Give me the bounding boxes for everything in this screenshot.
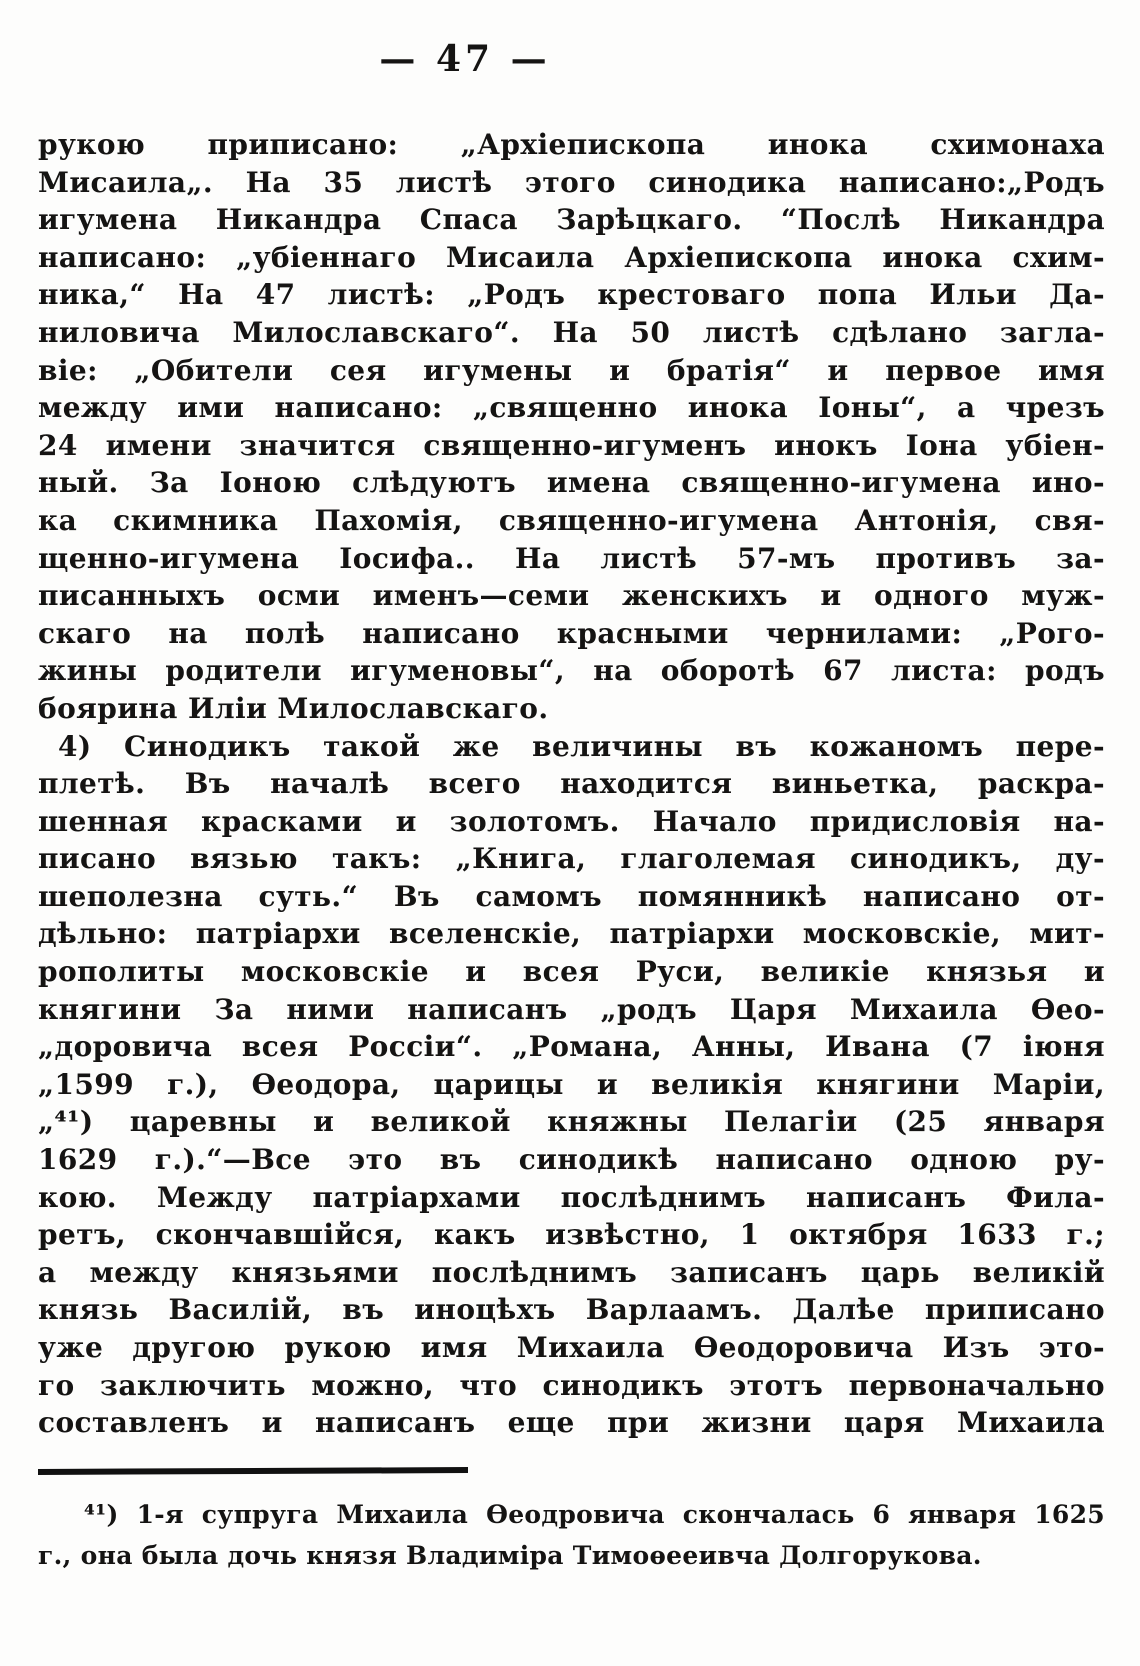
text-line: скаго на полѣ написано красными чернилами: „Рого- xyxy=(38,616,1105,650)
text-line: князь Василій, въ иноцѣхъ Варлаамъ. Далѣе приписано xyxy=(38,1293,1105,1327)
text-line: составленъ и написанъ еще при жизни царя Михаила xyxy=(38,1406,1105,1440)
text-line: ниловича Милославскаго“. На 50 листѣ сдѣлано загла- xyxy=(38,315,1105,349)
text-line: а между князьями послѣднимъ записанъ царь великій xyxy=(38,1255,1105,1289)
text-line: го заключить можно, что синодикъ этотъ первоначально xyxy=(38,1368,1105,1402)
text-line: ретъ, скончавшійся, какъ извѣстно, 1 октября 1633 г.; xyxy=(38,1218,1105,1252)
text-line: рукою приписано: „Архіепископа инока схимонаха xyxy=(38,128,1105,161)
text-line: шенная красками и золотомъ. Начало придисловія на- xyxy=(38,804,1105,838)
text-line: ка скимника Пахомія, священно-игумена Антонія, свя- xyxy=(38,503,1105,537)
text-line: „1599 г.), Ѳеодора, царицы и великія княгини Маріи, xyxy=(38,1067,1105,1101)
text-line: ⁴¹) 1-я супруга Михаила Ѳеодровича скончалась 6 января 1625 xyxy=(84,1500,1105,1529)
text-line: шеполезна суть.“ Въ самомъ помянникѣ написано от- xyxy=(38,879,1105,913)
text-line: писано вязью такъ: „Книга, глаголемая синодикъ, ду- xyxy=(38,842,1105,876)
paragraph-synodik-4 xyxy=(38,728,1105,1442)
text-line: щенно-игумена Іосифа.. На листѣ 57-мъ противъ за- xyxy=(38,541,1105,575)
text-line: кою. Между патріархами послѣднимъ написанъ Фила- xyxy=(38,1180,1105,1214)
text-line: княгини За ними написанъ „родъ Царя Михаила Ѳео- xyxy=(38,992,1105,1026)
text-line: плетѣ. Въ началѣ всего находится виньетка, раскра- xyxy=(38,767,1105,801)
text-line: Мисаила„. На 35 листѣ этого синодика написано:„Родъ xyxy=(38,165,1105,199)
text-line: ный. За Іоною слѣдуютъ имена священно-игумена ино- xyxy=(38,466,1105,500)
text-line: 1629 г.).“—Все это въ синодикѣ написано одною ру- xyxy=(38,1143,1105,1177)
text-line: 4) Синодикъ такой же величины въ кожаномъ пере- xyxy=(58,729,1105,763)
text-line: рополиты московскіе и всея Руси, великіе князья и xyxy=(38,955,1105,989)
footnote-divider xyxy=(38,1467,468,1475)
text-line: „⁴¹) царевны и великой княжны Пелагіи (25 января xyxy=(38,1105,1105,1139)
paragraph-synodik-3 xyxy=(38,126,1105,728)
text-line: дѣльно: патріархи вселенскіе, патріархи московскіе, мит- xyxy=(38,917,1105,951)
footnote xyxy=(38,1494,1105,1576)
body-text xyxy=(38,126,1105,1442)
text-line: уже другою рукою имя Михаила Ѳеодоровича Изъ это- xyxy=(38,1331,1105,1364)
text-line: писанныхъ осми именъ—семи женскихъ и одного муж- xyxy=(38,579,1105,613)
text-line: г., она была дочь князя Владиміра Тимоѳееивча Долгорукова. xyxy=(38,1541,982,1570)
text-line: игумена Никандра Спаса Зарѣцкаго. “Послѣ Никандра xyxy=(38,203,1105,237)
text-line: между ими написано: „священно инока Іоны“, а чрезъ xyxy=(38,391,1105,425)
text-line: „доровича всея Россіи“. „Романа, Анны, Ивана (7 іюня xyxy=(38,1030,1105,1064)
text-line: боярина Иліи Милославскаго. xyxy=(38,691,549,725)
page-number: — 47 — xyxy=(379,38,551,80)
text-line: віе: „Обители сея игумены и братія“ и первое имя xyxy=(38,353,1105,387)
text-line: ника,“ На 47 листѣ: „Родъ крестоваго попа Ильи Да- xyxy=(38,278,1105,312)
text-line: 24 имени значится священно-игуменъ инокъ Іона убіен- xyxy=(38,428,1105,462)
text-line: написано: „убіеннаго Мисаила Архіепископа инока схим- xyxy=(38,240,1105,274)
text-line: жины родители игуменовы“, на оборотѣ 67 листа: родъ xyxy=(38,654,1105,688)
